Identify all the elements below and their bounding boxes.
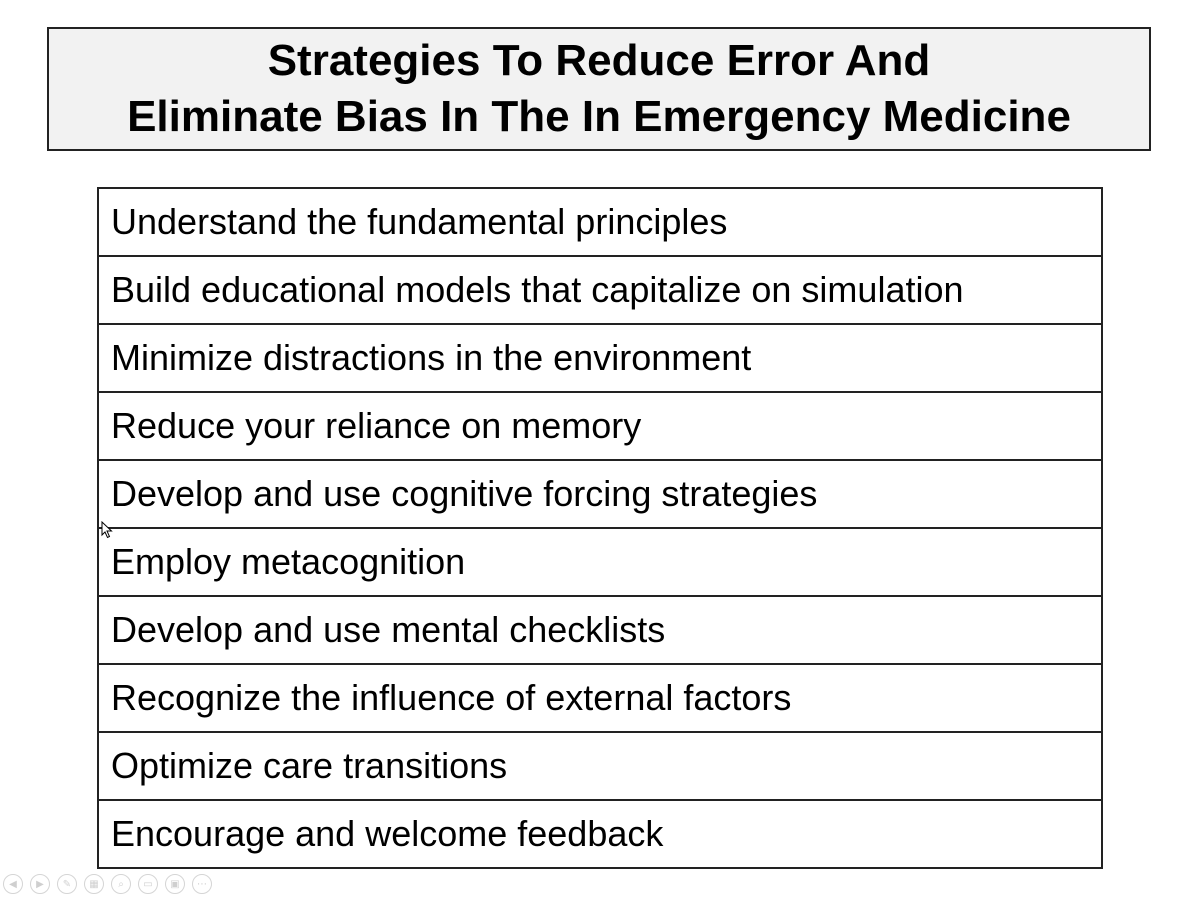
table-row <box>98 596 1102 664</box>
table-row <box>98 324 1102 392</box>
strategy-item: Understand the fundamental principles <box>111 201 728 242</box>
strategy-item: Recognize the influence of external factors <box>98 664 1102 732</box>
strategy-item: Develop and use mental checklists <box>98 596 1102 664</box>
subtitles-icon[interactable]: ▭ <box>138 874 158 894</box>
title-line-2: Eliminate Bias In The In Emergency Medicine <box>127 92 1071 141</box>
next-slide-icon[interactable]: ▶ <box>30 874 50 894</box>
zoom-icon[interactable]: ⌕ <box>111 874 131 894</box>
title-line-1: Strategies To Reduce Error And <box>267 36 931 85</box>
table-row <box>98 664 1102 732</box>
pen-icon[interactable]: ✎ <box>57 874 77 894</box>
mouse-cursor-icon <box>101 521 113 539</box>
strategy-item: Develop and use cognitive forcing strategies <box>98 460 1102 528</box>
previous-slide-icon[interactable]: ◀ <box>3 874 23 894</box>
strategy-item: Minimize distractions in the environment <box>98 324 1102 392</box>
table-row <box>98 732 1102 800</box>
strategy-item: Encourage and welcome feedback <box>98 800 1102 868</box>
table-row <box>98 460 1102 528</box>
strategy-item: Reduce your reliance on memory <box>98 392 1102 460</box>
table-row <box>98 256 1102 324</box>
table-row <box>98 528 1102 596</box>
strategy-item: Employ metacognition <box>98 528 1102 596</box>
display-settings-icon[interactable]: ▣ <box>165 874 185 894</box>
table-row <box>98 800 1102 868</box>
strategy-item: Optimize care transitions <box>98 732 1102 800</box>
title-box <box>47 27 1151 151</box>
strategies-table <box>97 187 1103 869</box>
strategy-item: Build educational models that capitalize on simulation <box>98 256 1102 324</box>
see-all-slides-icon[interactable]: ▦ <box>84 874 104 894</box>
table-row <box>98 392 1102 460</box>
more-options-icon[interactable]: ⋯ <box>192 874 212 894</box>
table-row <box>98 188 1102 256</box>
slideshow-controls <box>3 874 212 894</box>
